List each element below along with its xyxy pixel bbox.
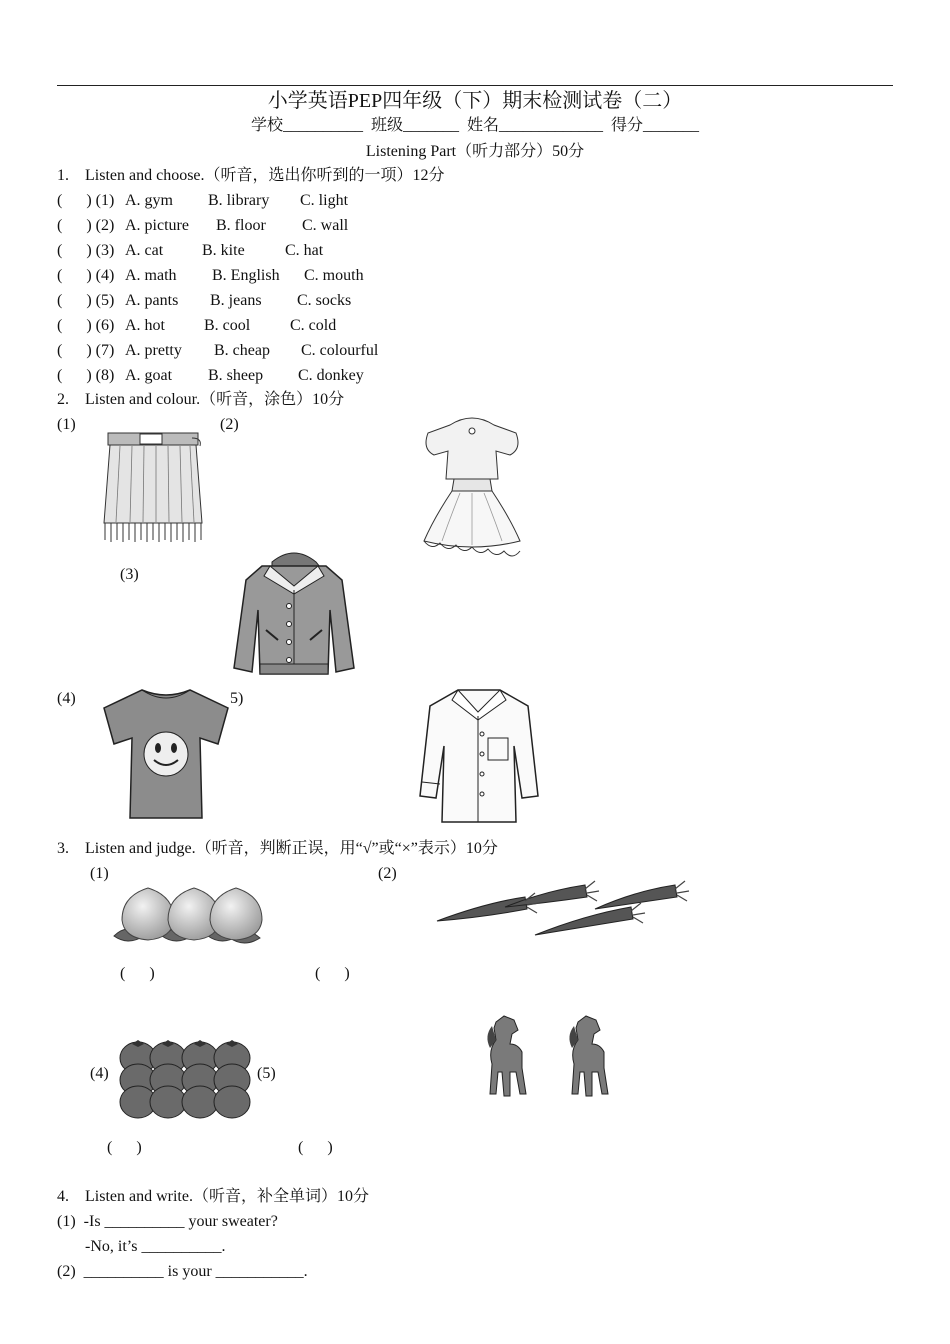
- choice-option: B. English: [212, 267, 280, 284]
- choice-option: B. cool: [204, 317, 251, 334]
- choice-bracket[interactable]: ( ) (6): [57, 317, 115, 334]
- choice-option: C. cold: [290, 317, 337, 334]
- choice-bracket[interactable]: ( ) (1): [57, 192, 115, 209]
- colour-label-3: (3): [120, 566, 139, 583]
- choice-option: A. cat: [125, 242, 164, 259]
- colour-label-1: (1): [57, 416, 76, 433]
- choice-option: B. kite: [202, 242, 245, 259]
- tshirt-icon: [100, 688, 232, 820]
- choice-option: A. hot: [125, 317, 165, 334]
- choice-option: B. cheap: [214, 342, 270, 359]
- judge-label-5: (5): [257, 1065, 276, 1082]
- carrot-icon: [435, 877, 690, 939]
- colour-label-2: (2): [220, 416, 239, 433]
- choice-option: C. wall: [302, 217, 349, 234]
- write-line-2[interactable]: -No, it’s __________.: [57, 1238, 226, 1255]
- choice-bracket[interactable]: ( ) (5): [57, 292, 115, 309]
- judge-label-1: (1): [90, 865, 109, 882]
- choice-option: C. mouth: [304, 267, 364, 284]
- write-line-1[interactable]: (1) -Is __________ your sweater?: [57, 1213, 278, 1230]
- choice-option: C. colourful: [301, 342, 379, 359]
- shirt-icon: [418, 686, 540, 826]
- section2-heading: 2. Listen and colour.（听音，涂色）10分: [57, 391, 345, 408]
- choice-option: C. socks: [297, 292, 352, 309]
- choice-option: A. gym: [125, 192, 173, 209]
- info-line: 学校__________ 班级_______ 姓名_____________ 得分_______: [250, 117, 699, 134]
- judge-bracket-2[interactable]: ( ): [315, 965, 350, 982]
- choice-option: C. hat: [285, 242, 324, 259]
- jacket-icon: [232, 550, 356, 678]
- choice-option: A. pretty: [125, 342, 182, 359]
- choice-option: B. sheep: [208, 367, 264, 384]
- top-rule: [57, 85, 893, 86]
- judge-label-2: (2): [378, 865, 397, 882]
- section4-heading: 4. Listen and write.（听音，补全单词）10分: [57, 1188, 369, 1205]
- choice-option: A. picture: [125, 217, 189, 234]
- choice-bracket[interactable]: ( ) (3): [57, 242, 115, 259]
- skirt-icon: [100, 428, 205, 548]
- peach-icon: [112, 886, 262, 950]
- choice-option: C. light: [300, 192, 349, 209]
- judge-label-4: (4): [90, 1065, 109, 1082]
- judge-bracket-1[interactable]: ( ): [120, 965, 155, 982]
- choice-option: B. floor: [216, 217, 266, 234]
- judge-bracket-4[interactable]: ( ): [107, 1139, 142, 1156]
- dress-icon: [420, 413, 525, 558]
- section3-heading: 3. Listen and judge.（听音，判断正误，用“√”或“×”表示）10分: [57, 840, 498, 857]
- judge-bracket-5[interactable]: ( ): [298, 1139, 333, 1156]
- colour-label-4: (4): [57, 690, 76, 707]
- tomato-icon: [118, 1038, 252, 1120]
- horse-icon: [482, 1012, 627, 1104]
- choice-bracket[interactable]: ( ) (8): [57, 367, 115, 384]
- choice-bracket[interactable]: ( ) (2): [57, 217, 115, 234]
- choice-option: A. pants: [125, 292, 179, 309]
- choice-option: B. library: [208, 192, 270, 209]
- choice-option: B. jeans: [210, 292, 262, 309]
- choice-option: A. goat: [125, 367, 173, 384]
- choice-option: A. math: [125, 267, 177, 284]
- choice-option: C. donkey: [298, 367, 364, 384]
- choice-bracket[interactable]: ( ) (7): [57, 342, 115, 359]
- colour-label-5: 5): [230, 690, 244, 707]
- write-line-3[interactable]: (2) __________ is your ___________.: [57, 1263, 308, 1280]
- page-title: 小学英语PEP四年级（下）期末检测试卷（二）: [267, 90, 683, 112]
- choice-bracket[interactable]: ( ) (4): [57, 267, 115, 284]
- part-title: Listening Part（听力部分）50分: [365, 143, 585, 160]
- section1-heading: 1. Listen and choose.（听音，选出你听到的一项）12分: [57, 167, 445, 184]
